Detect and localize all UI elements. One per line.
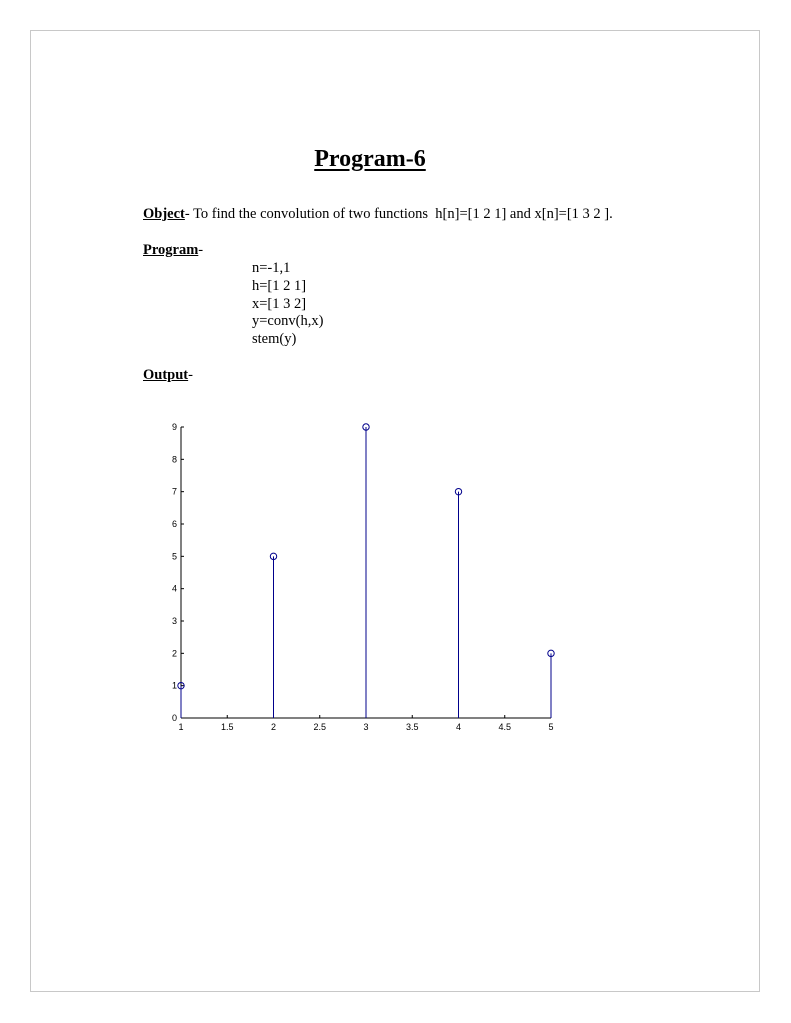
y-tick-label: 9 [171, 422, 177, 432]
output-label [143, 367, 193, 384]
y-tick-label: 5 [171, 551, 177, 562]
x-tick-label: 1 [178, 722, 184, 732]
page-title: Program-6 [314, 146, 426, 172]
y-tick-label: 0 [171, 713, 177, 723]
x-tick-label: 2.5 [313, 722, 327, 732]
stem-chart [150, 410, 570, 740]
x-tick-label: 2 [270, 722, 277, 732]
object-heading: Object [143, 206, 185, 222]
program-code [252, 260, 323, 349]
object-line [143, 206, 613, 223]
x-tick-label: 5 [548, 722, 554, 732]
object-separator: - [184, 206, 194, 222]
program-label [143, 242, 203, 259]
code-line: n=-1,1 [252, 260, 291, 276]
y-tick-label: 3 [171, 616, 177, 626]
code-line: y=conv(h,x) [252, 313, 324, 330]
program-heading: Program [143, 242, 199, 258]
x-tick-label: 4.5 [498, 722, 512, 732]
program-separator: - [198, 242, 204, 258]
code-line: x=[1 3 2] [252, 295, 307, 312]
object-text: To find the convolution of two functions h[n]=[1 2 1] and x[n]=[1 3 2 ]. [193, 206, 613, 222]
y-tick-label: 7 [171, 486, 177, 497]
y-tick-label: 6 [171, 519, 177, 529]
x-tick-label: 3.5 [405, 722, 419, 732]
y-tick-label: 4 [171, 583, 177, 594]
x-tick-label: 1.5 [220, 722, 234, 732]
y-tick-label: 2 [171, 648, 177, 659]
output-separator: - [188, 367, 193, 383]
code-line: stem(y) [252, 331, 297, 348]
x-tick-label: 4 [455, 722, 462, 732]
x-tick-label: 3 [363, 722, 369, 732]
output-heading: Output [143, 367, 189, 383]
code-line: h=[1 2 1] [252, 277, 307, 294]
y-tick-label: 8 [171, 454, 177, 465]
y-tick-label: 1 [171, 680, 177, 691]
